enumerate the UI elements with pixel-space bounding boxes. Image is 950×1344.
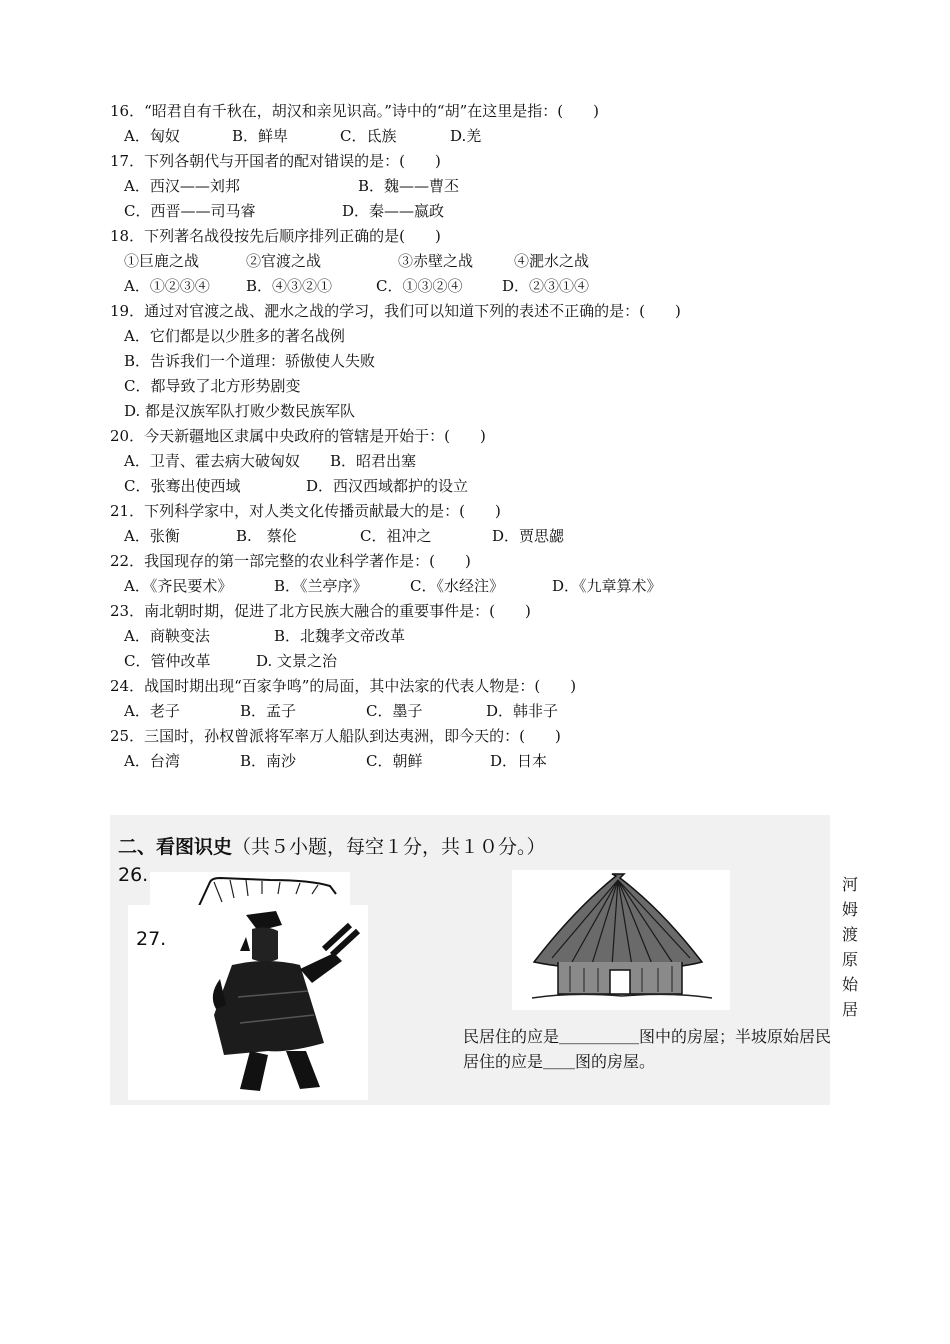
option-d: D．贾思勰 <box>492 527 565 545</box>
option-a: A．老子 <box>124 702 180 720</box>
thatched-hut-picture <box>512 870 730 1010</box>
option-b: B．南沙 <box>240 752 297 770</box>
option-b: B. 蔡伦 <box>236 527 297 545</box>
question-21-stem: 21．下列科学家中，对人类文化传播贡献最大的是：( ) <box>110 502 501 520</box>
option-b: B．《兰亭序》 <box>274 577 368 595</box>
question-16-stem: 16．“昭君自有千秋在，胡汉和亲见识高。”诗中的“胡”在这里是指：( ) <box>110 102 599 120</box>
option-a: A．卫青、霍去病大破匈奴 <box>124 452 300 470</box>
battle-item-2: ②官渡之战 <box>246 252 322 270</box>
option-c: C．张骞出使西域 <box>124 477 241 495</box>
option-b: B．孟子 <box>240 702 297 720</box>
question-20-stem: 20．今天新疆地区隶属中央政府的管辖是开始于：( ) <box>110 427 486 445</box>
option-b: B．北魏孝文帝改革 <box>274 627 406 645</box>
option-c: C．管仲改革 <box>124 652 211 670</box>
option-d: D．韩非子 <box>486 702 559 720</box>
option-a: A．商鞅变法 <box>124 627 210 645</box>
option-c: C．祖冲之 <box>360 527 432 545</box>
question-18-stem: 18．下列著名战役按先后顺序排列正确的是( ) <box>110 227 441 245</box>
option-d: D.羌 <box>450 127 482 145</box>
option-d: D．《九章算术》 <box>552 577 662 595</box>
option-d: D．秦——嬴政 <box>342 202 445 220</box>
question-26-caption-line-1: 民居住的应是＿＿＿＿＿图中的房屋；半坡原始居民 <box>463 1027 832 1046</box>
question-23-stem: 23．南北朝时期，促进了北方民族大融合的重要事件是：( ) <box>110 602 531 620</box>
question-17-stem: 17．下列各朝代与开国者的配对错误的是：( ) <box>110 152 441 170</box>
option-a: A．①②③④ <box>124 277 210 295</box>
option-c: C．西晋——司马睿 <box>124 202 256 220</box>
vertical-char: 始 <box>841 975 858 994</box>
option-b: B．昭君出塞 <box>330 452 417 470</box>
vertical-char: 居 <box>841 1000 858 1019</box>
question-26-label: 26. <box>118 864 149 886</box>
battle-item-3: ③赤壁之战 <box>398 252 474 270</box>
option-c: C．《水经注》 <box>410 577 504 595</box>
option-a: A．西汉——刘邦 <box>124 177 240 195</box>
vertical-char: 河 <box>841 875 858 894</box>
question-24-stem: 24．战国时期出现“百家争鸣”的局面，其中法家的代表人物是：( ) <box>110 677 577 695</box>
option-a: A．张衡 <box>124 527 180 545</box>
section-2-heading: 二、看图识史 <box>118 836 233 858</box>
option-c: C．氐族 <box>340 127 397 145</box>
option-d: D．日本 <box>490 752 548 770</box>
question-19-stem: 19．通过对官渡之战、淝水之战的学习，我们可以知道下列的表述不正确的是：( ) <box>110 302 681 320</box>
question-27-label: 27. <box>136 928 167 950</box>
vertical-char: 渡 <box>841 925 858 944</box>
question-26-caption-line-2: 居住的应是＿＿图的房屋。 <box>463 1052 656 1071</box>
vertical-char: 姆 <box>841 900 858 919</box>
option-b: B．④③②① <box>246 277 333 295</box>
option-c: C．①③②④ <box>376 277 463 295</box>
battle-item-4: ④淝水之战 <box>514 252 590 270</box>
option-d: D．②③①④ <box>502 277 590 295</box>
option-b: B．鲜卑 <box>232 127 289 145</box>
option-d: D. 文景之治 <box>256 652 338 670</box>
option-c: C．朝鲜 <box>366 752 423 770</box>
option-d: D．西汉西域都护的设立 <box>306 477 469 495</box>
option-d: D. 都是汉族军队打败少数民族军队 <box>124 402 356 420</box>
question-25-stem: 25．三国时，孙权曾派将军率万人船队到达夷洲，即今天的：( ) <box>110 727 561 745</box>
option-a: A．匈奴 <box>124 127 180 145</box>
battle-item-1: ①巨鹿之战 <box>124 252 200 270</box>
option-b: B．告诉我们一个道理：骄傲使人失败 <box>124 352 376 370</box>
option-a: A．《齐民要术》 <box>124 577 233 595</box>
vertical-char: 原 <box>841 950 858 969</box>
option-c: C．都导致了北方形势剧变 <box>124 377 301 395</box>
option-b: B．魏——曹丕 <box>358 177 460 195</box>
option-a: A．台湾 <box>124 752 180 770</box>
section-2-subtitle: （共５小题，每空１分，共１０分。） <box>232 836 546 858</box>
vertical-caption-text <box>840 872 860 1022</box>
option-c: C．墨子 <box>366 702 423 720</box>
question-22-stem: 22．我国现存的第一部完整的农业科学著作是：( ) <box>110 552 471 570</box>
option-a: A．它们都是以少胜多的著名战例 <box>124 327 345 345</box>
section-2-title <box>118 832 546 859</box>
